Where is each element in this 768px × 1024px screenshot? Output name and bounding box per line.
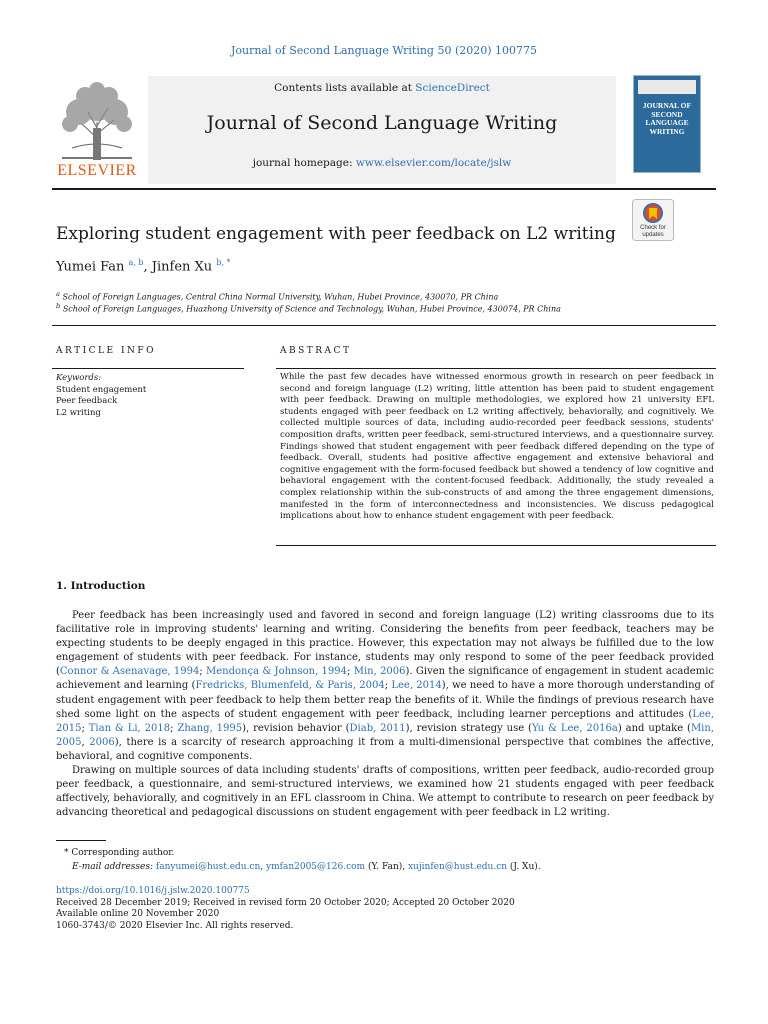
footnotes xyxy=(56,846,541,874)
paragraph-text: ), revision strategy use ( xyxy=(405,722,532,734)
paragraph-text: ; xyxy=(384,680,392,692)
section-heading-introduction: 1. Introduction xyxy=(56,580,146,592)
journal-cover-thumbnail[interactable] xyxy=(633,75,701,173)
elsevier-tree-logo xyxy=(52,78,142,182)
affiliation xyxy=(56,290,498,302)
keywords-block xyxy=(56,373,146,419)
check-updates-label: Check for updates xyxy=(640,225,666,238)
article-info-heading: ARTICLE INFO xyxy=(56,346,157,356)
citation-link[interactable]: Connor & Asenavage, 1994 xyxy=(59,666,200,678)
abstract-text: While the past few decades have witnessed enormous growth in research on peer feedback in second and foreign language (L2) writing, little attention has been paid to student engagement with peer feedback. Drawing on multiple methodologies, we explored how 21 university EFL students engaged with peer feedback on L2 writing affectively, behaviorally, and cognitively. We collected multiple sources of data, including audio-recorded peer feedback sessions, students' composition drafts, written peer feedback, semi-structured interviews, and a questionnaire survey. Findings showed that student engagement with peer feedback differed depending on the type of feedback. Overall, students had positive affective engagement and extensive behavioral and cognitive engagement with the form-focused feedback but showed a tendency of low cognitive and behavioral engagement with the content-focused feedback. Additionally, the study revealed a complex relationship within the sub-constructs of and among the three engagement dimensions, manifested in the form of interconnectedness and inconsistencies. We discuss pedagogical implications about how to enhance student engagement with peer feedback. xyxy=(280,372,714,522)
affiliation-text: School of Foreign Languages, Central China Normal University, Wuhan, Hubei Province, 430070, PR China xyxy=(62,292,499,302)
citation-link[interactable]: Fredricks, Blumenfeld, & Paris, 2004 xyxy=(195,680,385,692)
author-marks[interactable]: a, b xyxy=(128,258,144,267)
paragraph-text: ; xyxy=(199,666,207,678)
keywords-label: Keywords: xyxy=(56,373,102,383)
paragraph-text: Peer feedback has been increasingly used and favored in second and foreign language (L2) writing classrooms due to its facilitative role in improving students' learning and writing. Considering the benefits from peer feedback, teachers may be expecting students to be deeply engaged in this practice. However, this expectation may not always be fulfilled due to the low engagement of students with peer feedback. For instance, students may only respond to some of the peer feedback provided ( xyxy=(56,610,714,678)
affiliation-mark: a xyxy=(56,290,60,298)
email-link[interactable]: fanyumei@hust.edu.cn xyxy=(155,862,261,872)
author-separator: , xyxy=(143,259,152,275)
cover-title: JOURNAL OF SECOND LANGUAGE WRITING xyxy=(642,101,692,136)
paragraph-text: , xyxy=(81,736,90,748)
affiliation-mark: b xyxy=(56,302,61,310)
journal-title: Journal of Second Language Writing xyxy=(206,112,558,134)
citation-link[interactable]: Lee, 2014 xyxy=(391,680,442,692)
citation-link[interactable]: Tian & Li, 2018 xyxy=(88,722,171,734)
publication-info xyxy=(56,886,515,932)
keyword: Student engagement xyxy=(56,384,147,395)
author-name[interactable]: Yumei Fan xyxy=(56,259,125,275)
email-separator: , xyxy=(260,862,267,872)
footnote-divider xyxy=(56,840,106,841)
contents-prefix: Contents lists available at xyxy=(274,82,416,94)
tree-icon xyxy=(52,78,142,162)
journal-reference[interactable]: Journal of Second Language Writing 50 (2020) 100775 xyxy=(230,44,538,57)
corresponding-author-note: * Corresponding author. xyxy=(64,848,175,858)
email-link[interactable]: ymfan2005@126.com xyxy=(266,862,366,872)
citation-link[interactable]: Lee, 2015 xyxy=(56,708,714,734)
abstract-bottom-divider xyxy=(276,545,716,546)
abstract-divider xyxy=(276,368,716,369)
keyword: Peer feedback xyxy=(56,396,118,407)
section-divider xyxy=(52,325,716,326)
affiliation xyxy=(56,302,561,314)
citation-link[interactable]: Diab, 2011 xyxy=(349,722,406,734)
paragraph-text: ), there is a scarcity of research approaching it from a multi-dimensional perspective that combines the affective, behavioral, and cognitive components. xyxy=(56,736,715,762)
intro-paragraph xyxy=(56,609,714,764)
homepage-prefix: journal homepage: xyxy=(252,157,356,169)
paragraph-text: ; xyxy=(347,666,354,678)
citation-link[interactable]: Yu & Lee, 2016a xyxy=(531,722,618,734)
article-title: Exploring student engagement with peer feedback on L2 writing xyxy=(56,224,616,244)
header-divider xyxy=(52,188,716,190)
paragraph-text: ) and uptake ( xyxy=(617,722,691,734)
citation-link[interactable]: Min, 2006 xyxy=(353,666,406,678)
citation-link[interactable]: Zhang, 1995 xyxy=(177,722,243,734)
check-for-updates-badge[interactable] xyxy=(632,199,674,241)
contents-line xyxy=(148,82,616,94)
paragraph-text: ; xyxy=(81,722,89,734)
article-info-divider xyxy=(52,368,244,369)
affiliation-text: School of Foreign Languages, Huazhong University of Science and Technology, Wuhan, Hubei Province, 430074, PR China xyxy=(62,304,561,314)
abstract-heading: ABSTRACT xyxy=(280,346,352,356)
cover-top-strip xyxy=(638,80,696,94)
doi-link[interactable]: https://doi.org/10.1016/j.jslw.2020.100775 xyxy=(56,886,250,896)
author-name[interactable]: Jinfen Xu xyxy=(151,259,213,275)
email-link[interactable]: xujinfen@hust.edu.cn xyxy=(407,862,508,872)
copyright-line: 1060-3743/© 2020 Elsevier Inc. All rights reserved. xyxy=(56,920,294,931)
citation-link[interactable]: Min, 2005 xyxy=(56,722,714,748)
email-owner: (J. Xu). xyxy=(507,862,541,872)
homepage-link[interactable]: www.elsevier.com/locate/jslw xyxy=(355,157,512,169)
publisher-name: ELSEVIER xyxy=(57,162,137,179)
introduction-body xyxy=(56,609,714,820)
sciencedirect-link[interactable]: ScienceDirect xyxy=(415,82,490,94)
paragraph-text: ). Given the significance of engagement in student academic achievement and learning ( xyxy=(56,666,714,692)
author-list xyxy=(56,258,231,274)
citation-link[interactable]: Mendonça & Johnson, 1994 xyxy=(206,666,348,678)
keyword: L2 writing xyxy=(56,407,101,418)
email-owner: (Y. Fan), xyxy=(365,862,408,872)
author-marks[interactable]: b, * xyxy=(216,258,231,267)
journal-header xyxy=(52,72,716,190)
citation-link[interactable]: 2006 xyxy=(89,736,115,748)
paragraph-text: ), revision behavior ( xyxy=(242,722,350,734)
paragraph-text: ), we need to have a more thorough understanding of student engagement with peer feedback to help them better reap the benefits of it. While the findings of previous research have shed some light on the aspects of student engagement with peer feedback, including learner perceptions and attitudes ( xyxy=(56,680,714,720)
paragraph-text: ; xyxy=(170,722,178,734)
intro-paragraph: Drawing on multiple sources of data including students' drafts of compositions, written peer feedback, audio-recorded group peer feedback, a questionnaire, and semi-structured interviews, we examined how 21 students engaged with peer feedback affectively, behaviorally, and cognitively in an EFL classroom in China. We attempt to contribute to research on peer feedback by advancing theoretical and pedagogical discussions on student engagement with peer feedback in L2 writing. xyxy=(56,765,714,819)
email-label: E-mail addresses: xyxy=(72,862,156,872)
homepage-line xyxy=(148,157,616,169)
received-dates: Received 28 December 2019; Received in revised form 20 October 2020; Accepted 20 October 2020 xyxy=(56,897,515,908)
email-line xyxy=(56,860,541,874)
online-date: Available online 20 November 2020 xyxy=(56,909,220,920)
